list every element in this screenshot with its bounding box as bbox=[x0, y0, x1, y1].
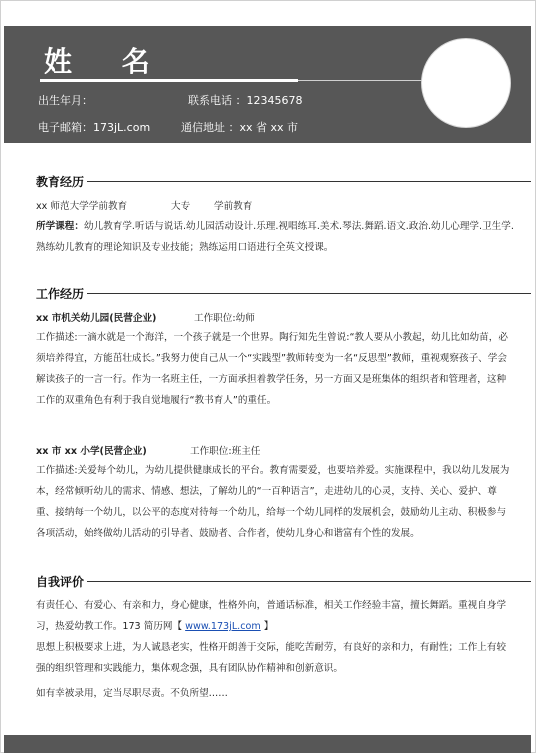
self-eval-divider bbox=[36, 581, 531, 582]
self-eval-title: 自我评价 bbox=[36, 573, 87, 590]
education-courses bbox=[36, 216, 514, 258]
photo-placeholder bbox=[421, 38, 511, 128]
phone-field bbox=[188, 92, 303, 108]
education-school: xx 师范大学学前教育 bbox=[36, 201, 128, 212]
job-1-company: xx 市机关幼儿园(民营企业) bbox=[36, 313, 157, 324]
address-value: xx 省 xx 市 bbox=[239, 121, 299, 134]
courses-label: 所学课程： bbox=[36, 221, 84, 232]
email-value: 173jL.com bbox=[93, 121, 151, 134]
birth-date-field bbox=[38, 92, 93, 108]
birth-date-label: 出生年月： bbox=[38, 94, 93, 107]
self-eval-para-1-end: 】 bbox=[260, 621, 274, 632]
name-divider bbox=[298, 80, 428, 81]
courses-text: 幼儿教育学.听话与说话.幼儿园活动设计.乐理.视唱练耳.美术.琴法.舞蹈.语文.政治.幼儿心理学.卫生学.熟练幼儿教育的理论知识及专业技能；熟练运用口语进行全英文授课。 bbox=[36, 221, 514, 253]
education-major: 学前教育 bbox=[214, 201, 253, 212]
work-divider bbox=[36, 293, 531, 294]
job-2-company: xx 市 xx 小学(民营企业) bbox=[36, 446, 147, 457]
email-field bbox=[38, 119, 150, 135]
job-2-position: 工作职位:班主任 bbox=[190, 446, 261, 457]
email-label: 电子邮箱： bbox=[38, 121, 93, 134]
phone-value: 12345678 bbox=[246, 94, 303, 107]
phone-label: 联系电话 ： bbox=[188, 94, 247, 107]
website-link[interactable]: www.173jL.com bbox=[185, 621, 261, 632]
education-title: 教育经历 bbox=[36, 173, 87, 190]
job-2-description: 工作描述:关爱每个幼儿，为幼儿提供健康成长的平台。教育需要爱，也要培养爱。实施课程中，我以幼儿发展为本，经常倾听幼儿的需求、情感、想法，了解幼儿的“一百种语言”，走进幼儿的心灵，支持、关心、爱护、尊重、接纳每一个幼儿，以公平的态度对待每一个幼儿，给每一个幼儿同样的发展机会，鼓励幼儿主动、积极参与各项活动，始终做幼儿活动的引导者、鼓励者、合作者，使幼儿身心和谐富有个性的发展。 bbox=[36, 465, 510, 539]
education-divider bbox=[36, 181, 531, 182]
address-field bbox=[181, 119, 298, 135]
work-title: 工作经历 bbox=[36, 285, 87, 302]
name-underline bbox=[40, 79, 298, 82]
job-1-position: 工作职位:幼师 bbox=[194, 313, 255, 324]
self-eval-para-1-text: 有责任心、有爱心、有亲和力，身心健康，性格外向，普通话标准，相关工作经验丰富，擅长舞蹈。重视自身学习，热爱幼教工作。173 简历网【 bbox=[36, 600, 507, 632]
self-eval-para-3: 如有幸被录用，定当尽职尽责。不负所望…… bbox=[36, 688, 228, 699]
applicant-name: 姓 名 bbox=[44, 45, 170, 78]
education-degree: 大专 bbox=[171, 201, 191, 212]
job-1-description: 工作描述:一滴水就是一个海洋，一个孩子就是一个世界。陶行知先生曾说:“教人要从小教起，幼儿比如幼苗，必须培养得宜，方能茁壮成长。”我努力使自己从一个“实践型”教师转变为一名“反思型”教师，重视观察孩子、学会解读孩子的一言一行。作为一名班主任，一方面承担着教学任务，另一方面又是班集体的组织者和管理者，这种工作的双重角色有利于我自觉地履行“教书育人”的重任。 bbox=[36, 332, 508, 406]
self-eval-para-2: 思想上积极要求上进，为人诚恳老实，性格开朗善于交际，能吃苦耐劳，有良好的亲和力，有耐性；工作上有较强的组织管理和实践能力，集体观念强，具有团队协作精神和创新意识。 bbox=[36, 642, 507, 674]
resume-footer-bar bbox=[4, 735, 531, 753]
resume-header bbox=[4, 26, 531, 143]
address-label: 通信地址 ： bbox=[181, 121, 240, 134]
self-eval-para-1 bbox=[36, 595, 514, 637]
